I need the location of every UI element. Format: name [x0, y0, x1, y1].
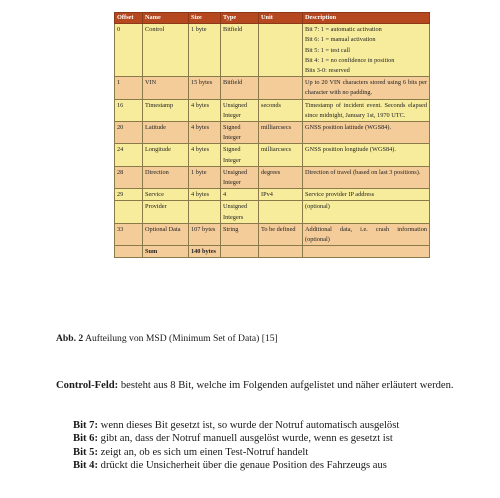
- size-cell: 15 bytes: [189, 77, 221, 99]
- description-line: (optional): [305, 203, 330, 211]
- bit-item: [73, 432, 483, 445]
- offset-cell: 1: [115, 77, 143, 99]
- size-cell: 4 bytes: [189, 99, 221, 121]
- description-cell: [303, 166, 430, 188]
- unit-cell: [259, 24, 303, 77]
- description-line: Bit 7: 1 = automatic activation: [305, 26, 382, 34]
- name-cell: Service: [143, 189, 189, 201]
- offset-cell: 29: [115, 189, 143, 201]
- size-cell: 107 bytes: [189, 223, 221, 245]
- header-type: Type: [221, 13, 259, 24]
- description-cell: [303, 122, 430, 144]
- description-cell: [303, 77, 430, 99]
- description-cell: [303, 24, 430, 77]
- name-cell: Longitude: [143, 144, 189, 166]
- caption-label: Abb. 2: [56, 333, 84, 344]
- description-line: Direction of travel (based on last 3 positions).: [305, 168, 421, 176]
- header-unit: Unit: [259, 13, 303, 24]
- table-row: [115, 144, 430, 166]
- size-cell: 4 bytes: [189, 144, 221, 166]
- description-cell: [303, 99, 430, 121]
- control-field-paragraph: [56, 378, 466, 393]
- unit-cell: milliarcsecs: [259, 144, 303, 166]
- offset-cell: 28: [115, 166, 143, 188]
- table-row: [115, 246, 430, 258]
- table-row: [115, 24, 430, 77]
- size-cell: [189, 201, 221, 223]
- type-cell: Signed Integer: [221, 144, 259, 166]
- header-size: Size: [189, 13, 221, 24]
- type-cell: [221, 246, 259, 258]
- table-body: [115, 24, 430, 258]
- unit-cell: [259, 246, 303, 258]
- type-cell: 4: [221, 189, 259, 201]
- name-cell: Optional Data: [143, 223, 189, 245]
- size-cell: 140 bytes: [189, 246, 221, 258]
- bit-item: [73, 446, 483, 459]
- description-line: GNSS position longitude (WGS84).: [305, 146, 396, 154]
- size-cell: 1 byte: [189, 166, 221, 188]
- offset-cell: 24: [115, 144, 143, 166]
- description-cell: [303, 246, 430, 258]
- description-cell: [303, 189, 430, 201]
- unit-cell: IPv4: [259, 189, 303, 201]
- name-cell: Provider: [143, 201, 189, 223]
- header-description: Description: [303, 13, 430, 24]
- table-row: [115, 122, 430, 144]
- bit-text: gibt an, dass der Notruf manuell ausgelöst wurde, wenn es gesetzt ist: [100, 433, 393, 445]
- type-cell: Unsigned Integer: [221, 99, 259, 121]
- type-cell: Unsigned Integer: [221, 166, 259, 188]
- offset-cell: [115, 246, 143, 258]
- bit-label: Bit 4:: [73, 459, 99, 471]
- unit-cell: [259, 77, 303, 99]
- control-field-text: besteht aus 8 Bit, welche im Folgenden aufgelistet und näher erläutert werden.: [120, 380, 454, 391]
- unit-cell: To be defined: [259, 223, 303, 245]
- description-line: GNSS position latitude (WGS84).: [305, 124, 392, 132]
- description-cell: [303, 223, 430, 245]
- bit-label: Bit 6:: [73, 433, 99, 445]
- description-line: Up to 20 VIN characters stored using 6 bits per character with no padding.: [305, 79, 427, 97]
- name-cell: Direction: [143, 166, 189, 188]
- description-line: Bit 4: 1 = no confidence in position: [305, 56, 395, 64]
- type-cell: Unsigned Integers: [221, 201, 259, 223]
- header-name: Name: [143, 13, 189, 24]
- msd-table: [114, 12, 430, 258]
- offset-cell: 0: [115, 24, 143, 77]
- size-cell: 4 bytes: [189, 189, 221, 201]
- type-cell: String: [221, 223, 259, 245]
- name-cell: Latitude: [143, 122, 189, 144]
- description-line: Bit 5: 1 = test call: [305, 46, 351, 54]
- type-cell: Bitfield: [221, 24, 259, 77]
- offset-cell: 20: [115, 122, 143, 144]
- bit-text: drückt die Unsicherheit über die genaue Position des Fahrzeugs aus: [100, 459, 387, 471]
- table-row: [115, 99, 430, 121]
- description-cell: [303, 144, 430, 166]
- figure-caption: [56, 333, 278, 344]
- description-line: Additional data, i.e. crash information (optional): [305, 225, 427, 244]
- msd-table-image: [114, 12, 429, 258]
- bit-item: [73, 419, 483, 432]
- unit-cell: milliarcsecs: [259, 122, 303, 144]
- offset-cell: 16: [115, 99, 143, 121]
- table-row: [115, 223, 430, 245]
- size-cell: 1 byte: [189, 24, 221, 77]
- name-cell: Sum: [143, 246, 189, 258]
- bit-text: zeigt an, ob es sich um einen Test-Notruf handelt: [100, 446, 309, 458]
- name-cell: VIN: [143, 77, 189, 99]
- unit-cell: [259, 201, 303, 223]
- bit-label: Bit 5:: [73, 446, 99, 458]
- size-cell: 4 bytes: [189, 122, 221, 144]
- header-offset: Offset: [115, 13, 143, 24]
- offset-cell: [115, 201, 143, 223]
- description-line: Bits 3-0: reserved: [305, 67, 350, 75]
- unit-cell: seconds: [259, 99, 303, 121]
- bit-text: wenn dieses Bit gesetzt ist, so wurde der Notruf automatisch ausgelöst: [100, 420, 400, 431]
- caption-text: Aufteilung von MSD (Minimum Set of Data) [15]: [85, 333, 278, 344]
- control-field-label: Control-Feld:: [56, 380, 119, 391]
- table-row: [115, 189, 430, 201]
- type-cell: Signed Integer: [221, 122, 259, 144]
- table-row: [115, 166, 430, 188]
- description-cell: [303, 201, 430, 223]
- bit-list: [73, 419, 483, 472]
- description-line: Bit 6: 1 = manual activation: [305, 36, 376, 44]
- table-row: [115, 77, 430, 99]
- name-cell: Timestamp: [143, 99, 189, 121]
- bit-label: Bit 7:: [73, 420, 99, 431]
- offset-cell: 33: [115, 223, 143, 245]
- unit-cell: degrees: [259, 166, 303, 188]
- type-cell: Bitfield: [221, 77, 259, 99]
- bit-item: [73, 459, 483, 472]
- table-header-row: [115, 13, 430, 24]
- table-row: [115, 201, 430, 223]
- description-line: Service provider IP address: [305, 191, 375, 199]
- name-cell: Control: [143, 24, 189, 77]
- description-line: Timestamp of incident event. Seconds elapsed since midnight, January 1st, 1970 UTC.: [305, 101, 427, 119]
